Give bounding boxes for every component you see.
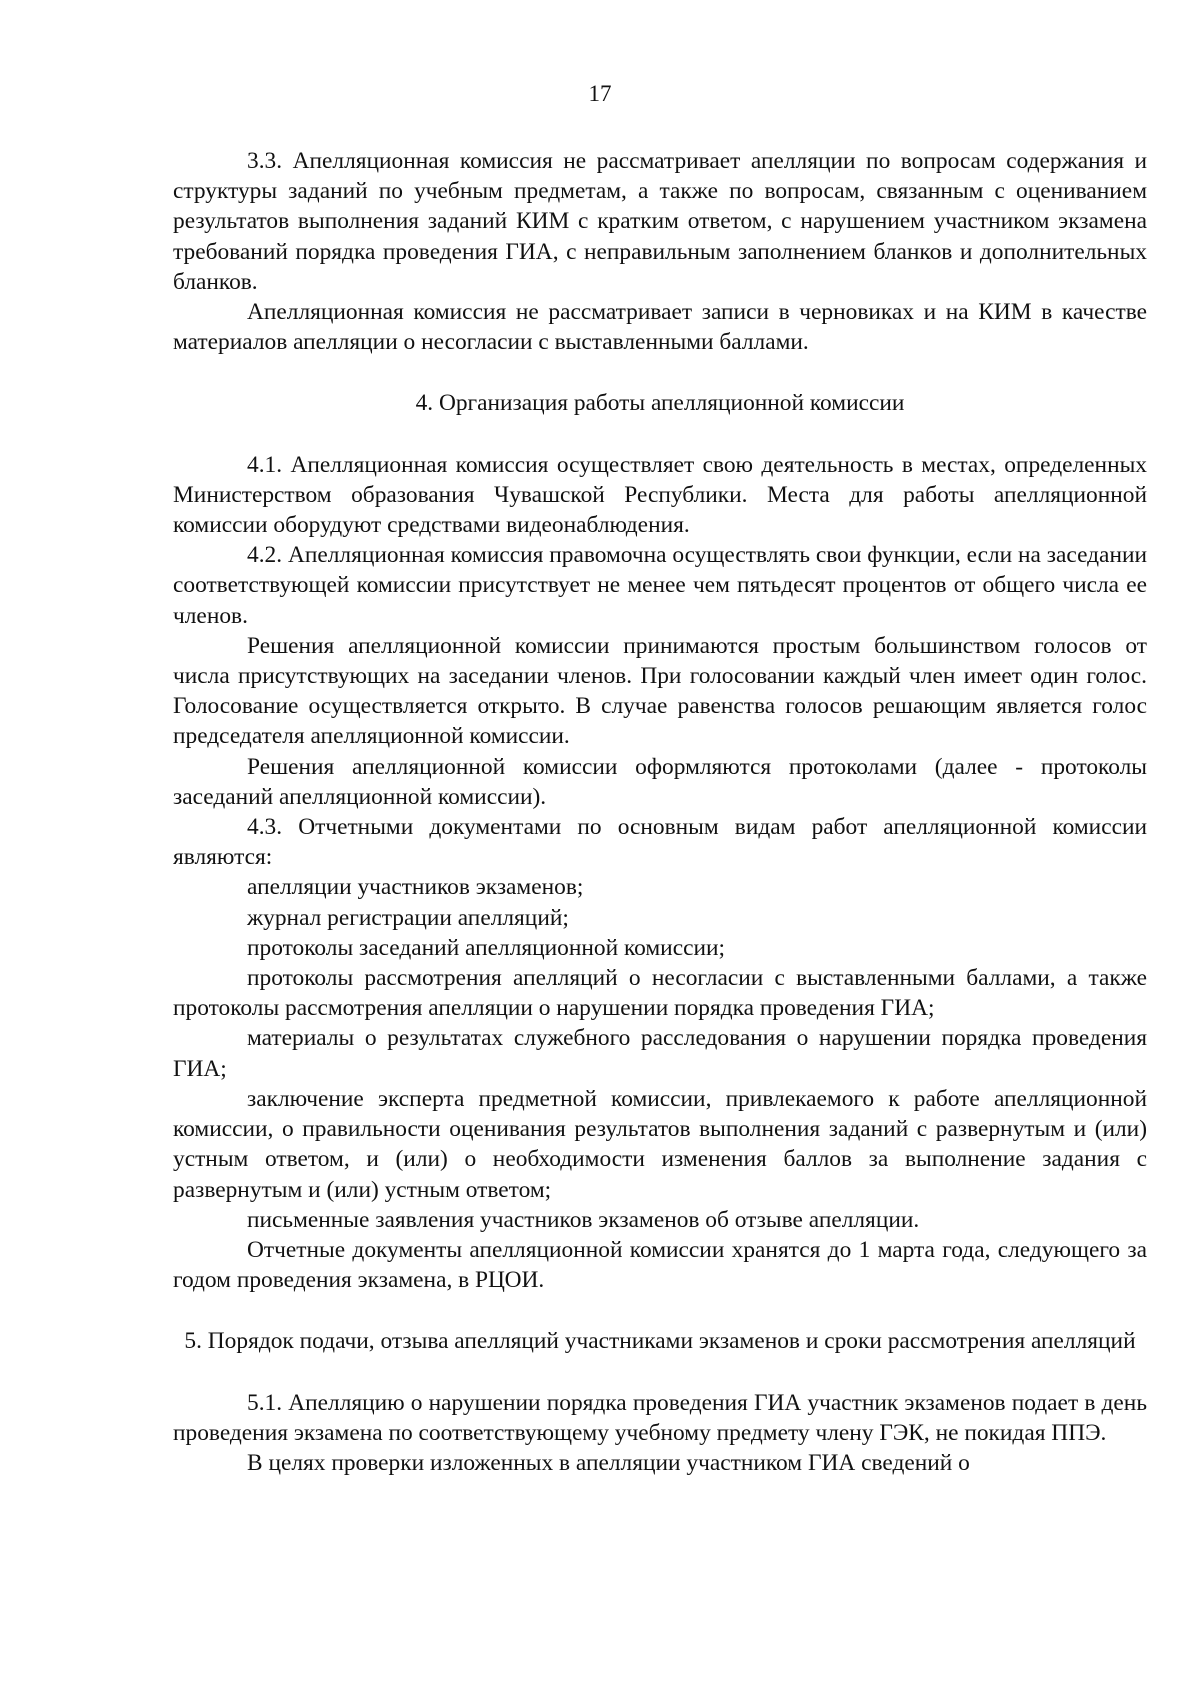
list-item-appeals: апелляции участников экзаменов;: [247, 874, 584, 901]
paragraph-4-3: 4.3. Отчетными документами по основным видам работ апелляционной комиссии являются:: [173, 814, 1147, 871]
page-number: 17: [588, 81, 612, 106]
paragraph-3-3-drafts: Апелляционная комиссия не рассматривает записи в черновиках и на КИМ в качестве материалов апелляции о несогласии с выставленными баллами.: [173, 299, 1147, 356]
list-item-review-protocols: протоколы рассмотрения апелляций о несогласии с выставленными баллами, а также протоколы рассмотрения апелляции о нарушении порядка проведения ГИА;: [173, 965, 1147, 1022]
paragraph-storage: Отчетные документы апелляционной комиссии хранятся до 1 марта года, следующего за годом проведения экзамена, в РЦОИ.: [173, 1236, 1147, 1294]
list-item-journal: журнал регистрации апелляций;: [247, 904, 569, 931]
paragraph-3-3: 3.3. Апелляционная комиссия не рассматривает апелляции по вопросам содержания и структуры заданий по учебным предметам, а также по вопросам, связанным с оцениванием результатов выполнения заданий КИМ с кратким ответом, с нарушением участником экзамена требований порядка проведения ГИА, с неправильным заполнением бланков и дополнительных бланков.: [173, 148, 1147, 295]
list-item-expert-conclusion: заключение эксперта предметной комиссии, привлекаемого к работе апелляционной комиссии, о правильности оценивания результатов выполнения заданий с развернутым и (или) устным ответом, и (или) о необходимости изменения баллов за выполнение задания с развернутым и (или) устным ответом;: [173, 1085, 1147, 1203]
section-4-heading: 4. Организация работы апелляционной комиссии: [415, 390, 905, 417]
list-item-meeting-protocols: протоколы заседаний апелляционной комиссии;: [247, 934, 725, 961]
paragraph-4-1: 4.1. Апелляционная комиссия осуществляет свою деятельность в местах, определенных Министерством образования Чувашской Республики. Места для работы апелляционной комиссии оборудуют средствами видеонаблюдения.: [173, 451, 1147, 539]
paragraph-5-1-verification: В целях проверки изложенных в апелляции участником ГИА сведений о: [247, 1449, 970, 1476]
paragraph-4-2-decisions: Решения апелляционной комиссии принимаются простым большинством голосов от числа присутствующих на заседании членов. При голосовании каждый член имеет один голос. Голосование осуществляется открыто. В случае равенства голосов решающим является голос председателя апелляционной комиссии.: [173, 632, 1147, 750]
section-5-heading: 5. Порядок подачи, отзыва апелляций участниками экзаменов и сроки рассмотрения апелляций: [184, 1328, 1136, 1355]
paragraph-4-2: 4.2. Апелляционная комиссия правомочна осуществлять свои функции, если на заседании соответствующей комиссии присутствует не менее чем пятьдесят процентов от общего числа ее членов.: [173, 542, 1147, 629]
list-item-investigation: материалы о результатах служебного расследования о нарушении порядка проведения ГИА;: [173, 1025, 1147, 1082]
list-item-withdrawal: письменные заявления участников экзаменов об отзыве апелляции.: [247, 1206, 920, 1233]
paragraph-4-2-protocols: Решения апелляционной комиссии оформляются протоколами (далее - протоколы заседаний апелляционной комиссии).: [173, 753, 1147, 810]
document-body: [173, 146, 1147, 1478]
paragraph-5-1: 5.1. Апелляцию о нарушении порядка проведения ГИА участник экзаменов подает в день проведения экзамена по соответствующему учебному предмету члену ГЭК, не покидая ППЭ.: [173, 1389, 1147, 1446]
